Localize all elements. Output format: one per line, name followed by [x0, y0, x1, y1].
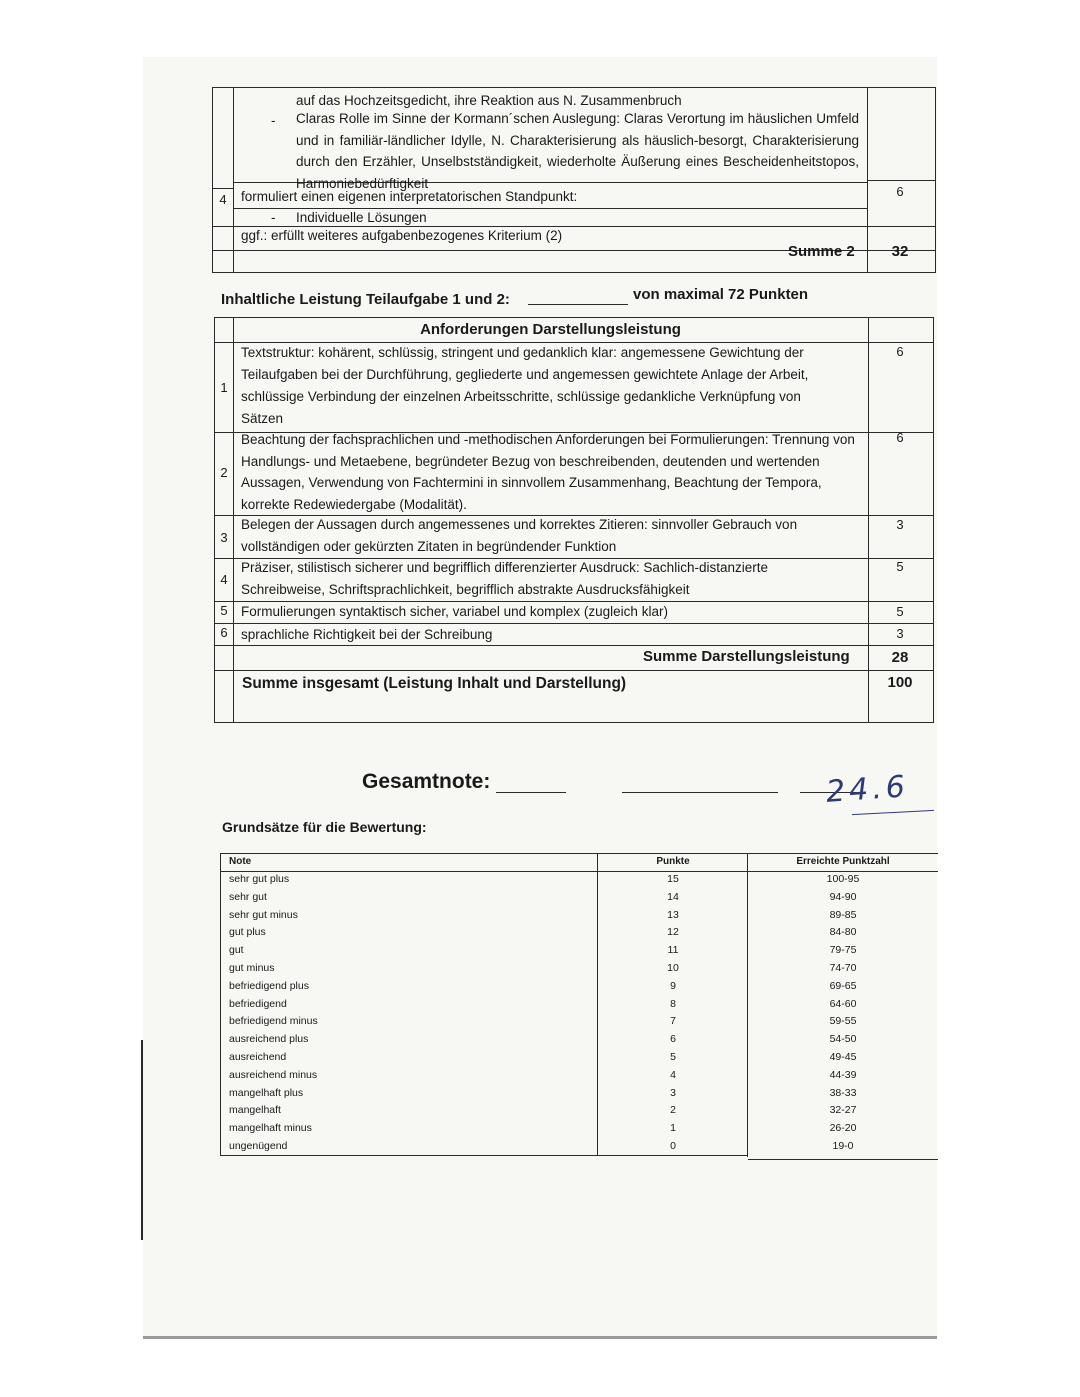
table-row	[220, 871, 938, 889]
punkte-cell: 1	[670, 1122, 676, 1135]
note-cell: befriedigend	[229, 997, 287, 1010]
gesamtnote-label: Gesamtnote:	[362, 770, 491, 793]
inhalt-suffix: von maximal 72 Punkten	[633, 286, 809, 303]
page-edge-shadow	[141, 1040, 143, 1240]
grade-blank-line	[496, 792, 566, 793]
table-row	[220, 924, 938, 942]
points-value: 5	[896, 604, 904, 619]
note-cell: ausreichend minus	[229, 1068, 318, 1081]
table-header-row	[220, 853, 938, 871]
row-number: 6	[220, 625, 228, 640]
table-row	[220, 1102, 938, 1120]
points-value: 6	[896, 184, 904, 199]
punkte-cell: 13	[667, 908, 679, 921]
note-cell: sehr gut minus	[229, 908, 298, 921]
criterion-text: ggf.: erfüllt weiteres aufgabenbezogenes Kriterium (2)	[241, 228, 563, 243]
table-row	[220, 1120, 938, 1138]
note-cell: mangelhaft	[229, 1104, 281, 1117]
punktzahl-cell: 74-70	[829, 962, 857, 974]
table-row	[220, 907, 938, 925]
table-row	[220, 942, 938, 960]
note-cell: gut minus	[229, 962, 275, 974]
punkte-cell: 14	[667, 890, 679, 903]
punkte-cell: 4	[670, 1068, 676, 1081]
note-cell: gut	[229, 944, 244, 957]
total-label: Summe insgesamt (Leistung Inhalt und Darstellung)	[242, 675, 627, 692]
note-cell: sehr gut	[229, 890, 267, 903]
punktzahl-cell: 49-45	[829, 1051, 857, 1063]
row-number: 2	[220, 465, 228, 480]
sum-value: 28	[891, 649, 909, 666]
sum-label: Summe Darstellungsleistung	[643, 648, 850, 665]
criterion-text: sprachliche Richtigkeit bei der Schreibung	[241, 627, 493, 642]
punktzahl-cell: 54-50	[829, 1033, 857, 1046]
criterion-text: Beachtung der fachsprachlichen und -methodischen Anforderungen bei Formulierungen: Trennung von Handlungs- und Metaebene, begründeter Bezug von beschreibenden, deutenden und wertenden Aussagen, Verwendung von Fachtermini in sinnvollem Zusammenhang, Beachtung der Tempora, korrekte Redewiedergabe (Modalität).	[241, 432, 855, 512]
note-cell: mangelhaft plus	[229, 1086, 304, 1099]
punkte-cell: 7	[670, 1015, 676, 1028]
punkte-cell: 2	[670, 1104, 676, 1117]
punkte-cell: 15	[667, 873, 679, 885]
note-cell: befriedigend minus	[229, 1015, 318, 1028]
points-value: 5	[896, 559, 904, 574]
page-bottom-edge	[143, 1336, 937, 1339]
punktzahl-cell: 19-0	[832, 1140, 854, 1152]
punkte-cell: 0	[670, 1140, 676, 1152]
criterion-text: Claras Rolle im Sinne der Kormann´schen Auslegung: Claras Verortung im häuslichen Umfeld und in familiär-ländlicher Idylle, N. Charakterisierung als häuslich-besorgt, Charakterisierung durch den Erzähler, Unselbstständigkeit, wiederholte Äußerung eines Bescheidenheitstopos, Harmoniebedürftigkeit	[296, 111, 859, 191]
note-cell: sehr gut plus	[229, 873, 290, 885]
punktzahl-cell: 59-55	[829, 1015, 857, 1028]
sum-label: Summe 2	[788, 243, 855, 260]
score-blank-line	[528, 304, 628, 305]
criterion-text: Textstruktur: kohärent, schlüssig, stringent und gedanklich klar: angemessene Gewichtung der Teilaufgaben bei der Durchführung, gegliederte und angemessen gewichtete Anlage der Arbeit, schlüssige Verbindung der einzelnen Arbeitsschritte, schlüssige gedankliche Verknüpfung von Sätzen	[241, 345, 809, 426]
table-row	[220, 996, 938, 1014]
punktzahl-cell: 84-80	[829, 926, 857, 939]
inhalt-label: Inhaltliche Leistung Teilaufgabe 1 und 2:	[221, 291, 510, 308]
punktzahl-cell: 32-27	[829, 1104, 857, 1117]
table-row	[220, 1013, 938, 1031]
note-cell: ungenügend	[229, 1140, 288, 1152]
points-value: 3	[896, 517, 904, 532]
row-number: 4	[219, 192, 227, 207]
punkte-cell: 10	[667, 962, 679, 974]
points-value: 6	[896, 344, 904, 359]
table-row	[220, 1085, 938, 1103]
header-note: Note	[229, 856, 252, 867]
punkte-cell: 3	[670, 1086, 676, 1099]
table-row	[220, 1049, 938, 1067]
note-cell: befriedigend plus	[229, 979, 309, 992]
criterion-text: Individuelle Lösungen	[296, 210, 427, 225]
table-row	[220, 1138, 938, 1156]
punktzahl-cell: 79-75	[829, 944, 857, 957]
row-number: 3	[220, 530, 228, 545]
bullet-dash: -	[271, 210, 276, 225]
table-row	[220, 889, 938, 907]
grundsaetze-title: Grundsätze für die Bewertung:	[222, 819, 427, 835]
header-punkte: Punkte	[656, 856, 690, 867]
table-row	[220, 1031, 938, 1049]
bullet-dash: -	[271, 113, 276, 128]
punktzahl-cell: 89-85	[829, 908, 857, 921]
handwritten-score: 24.6	[824, 769, 910, 810]
note-cell: ausreichend plus	[229, 1033, 309, 1046]
note-cell: ausreichend	[229, 1051, 287, 1063]
punkte-cell: 9	[670, 979, 676, 992]
punktzahl-cell: 38-33	[829, 1086, 857, 1099]
table-row	[220, 978, 938, 996]
row-number: 4	[220, 572, 228, 587]
punktzahl-cell: 44-39	[829, 1068, 857, 1081]
criterion-line: auf das Hochzeitsgedicht, ihre Reaktion aus N. Zusammenbruch	[296, 93, 682, 108]
punkte-cell: 8	[670, 997, 676, 1010]
punktzahl-cell: 94-90	[829, 890, 857, 903]
criterion-text: Belegen der Aussagen durch angemessenes und korrektes Zitieren: sinnvoller Gebrauch von vollständigen oder gekürzten Zitaten in begründender Funktion	[241, 517, 798, 554]
punktzahl-cell: 26-20	[829, 1122, 857, 1135]
row-number: 5	[220, 603, 228, 618]
punkte-cell: 11	[667, 944, 679, 957]
punktzahl-cell: 100-95	[826, 873, 860, 885]
punktzahl-cell: 69-65	[829, 979, 857, 992]
table-row	[220, 1067, 938, 1085]
sum-value: 32	[891, 243, 909, 260]
punkte-cell: 12	[667, 926, 679, 939]
row-number: 1	[220, 380, 228, 395]
header-punktzahl: Erreichte Punktzahl	[796, 856, 890, 867]
darstellung-header: Anforderungen Darstellungsleistung	[420, 321, 681, 338]
punktzahl-cell: 64-60	[829, 997, 857, 1010]
criterion-text: formuliert einen eigenen interpretatorischen Standpunkt:	[241, 189, 578, 204]
punkte-cell: 6	[670, 1033, 676, 1046]
criterion-text: Präziser, stilistisch sicherer und begrifflich differenzierter Ausdruck: Sachlich-distanzierte Schreibweise, Schriftsprachlichkeit, begrifflich abstrakte Ausdrucksfähigkeit	[241, 560, 768, 597]
note-cell: gut plus	[229, 926, 266, 939]
criterion-text: Formulierungen syntaktisch sicher, variabel und komplex (zugleich klar)	[241, 604, 668, 619]
note-cell: mangelhaft minus	[229, 1122, 312, 1135]
points-value: 3	[896, 626, 904, 641]
points-value: 6	[896, 430, 904, 445]
total-value: 100	[887, 674, 913, 691]
grade-blank-line	[622, 792, 778, 793]
table-row	[220, 960, 938, 978]
punkte-cell: 5	[670, 1051, 676, 1063]
